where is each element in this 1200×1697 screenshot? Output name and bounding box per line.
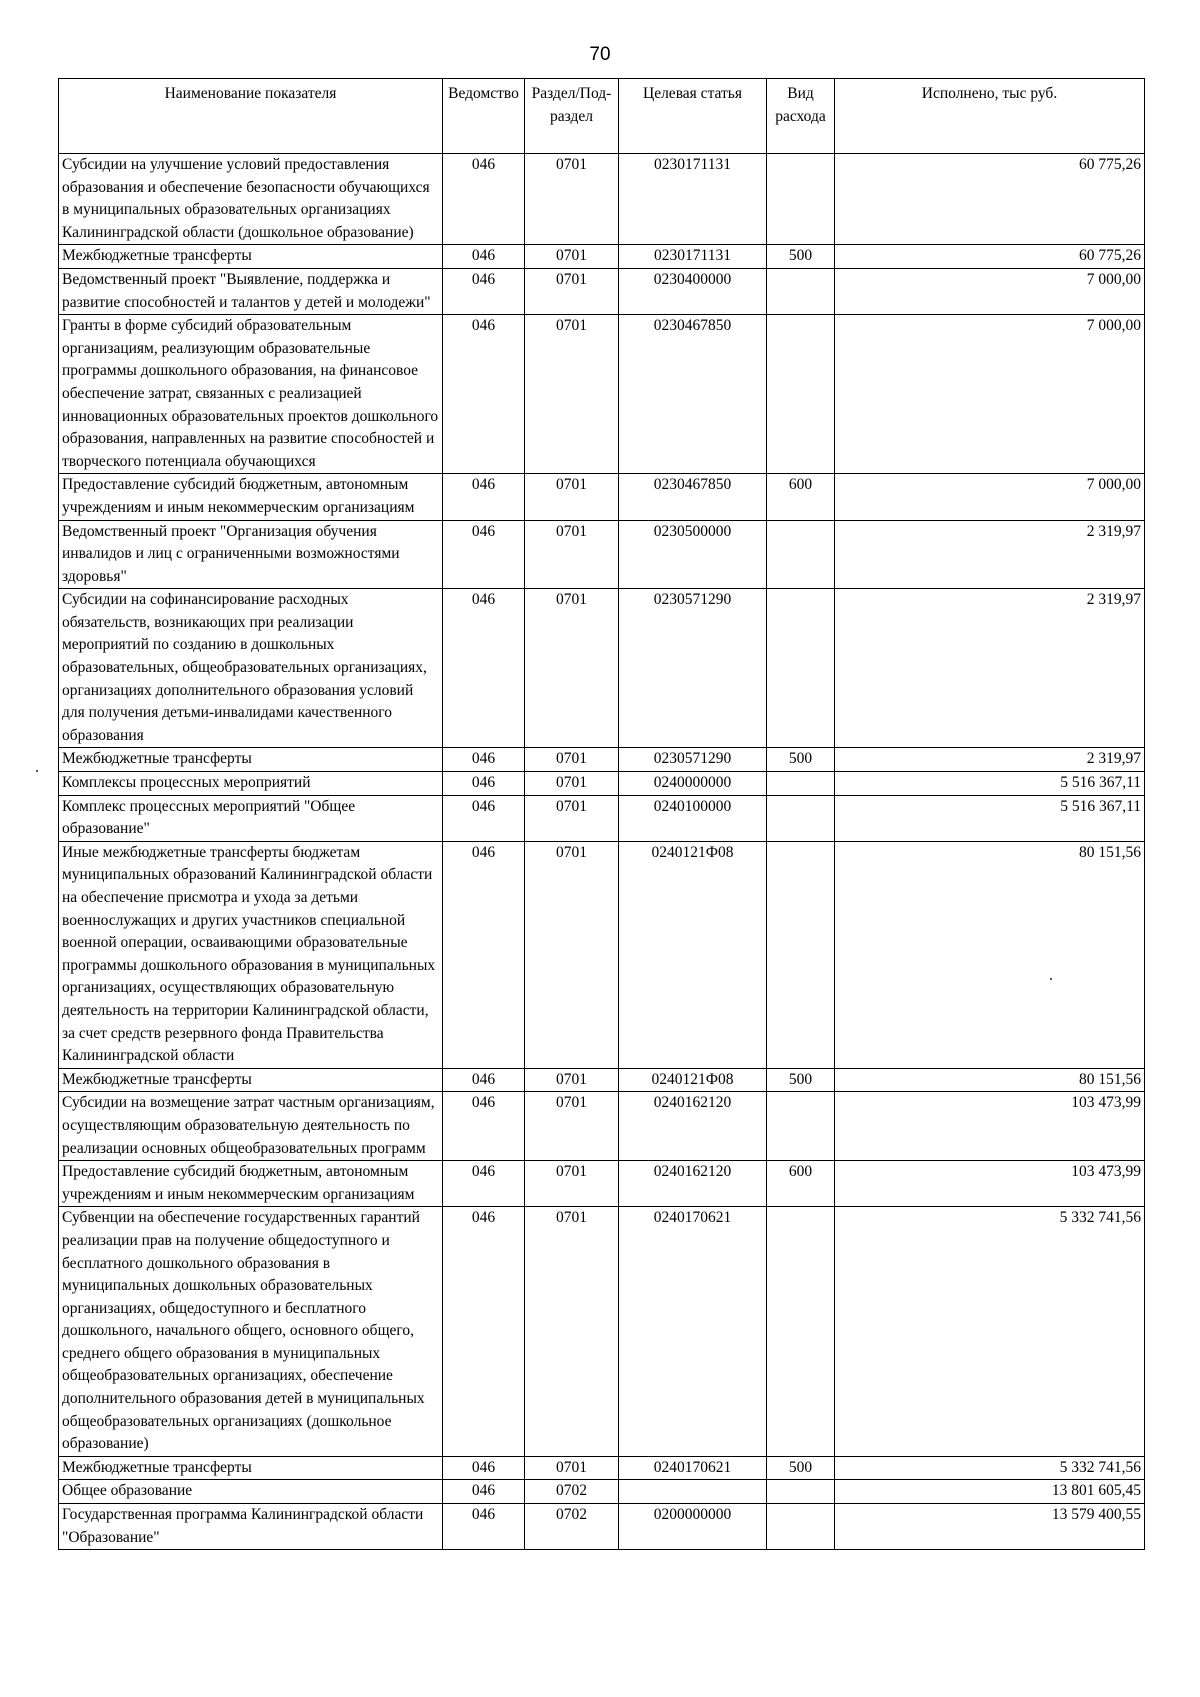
row-target-article: 0240162120: [619, 1092, 767, 1161]
row-executed-amount: 5 332 741,56: [835, 1456, 1145, 1480]
table-row: [59, 520, 1145, 589]
row-department: 046: [443, 520, 525, 589]
row-name: Общее образование: [59, 1480, 443, 1504]
table-row: [59, 795, 1145, 841]
table-row: [59, 1092, 1145, 1161]
row-expense-type: [767, 154, 835, 245]
row-executed-amount: 13 579 400,55: [835, 1504, 1145, 1550]
row-department: 046: [443, 748, 525, 772]
header-executed: Исполнено, тыс руб.: [835, 79, 1145, 154]
table-row: [59, 154, 1145, 245]
row-target-article: 0200000000: [619, 1504, 767, 1550]
row-expense-type: 600: [767, 474, 835, 520]
row-section: 0701: [525, 772, 619, 796]
row-executed-amount: 7 000,00: [835, 315, 1145, 474]
row-department: 046: [443, 1161, 525, 1207]
row-name: Ведомственный проект "Организация обучения инвалидов и лиц с ограниченными возможностями здоровья": [59, 520, 443, 589]
row-section: 0701: [525, 1068, 619, 1092]
row-target-article: 0230467850: [619, 474, 767, 520]
row-name: Предоставление субсидий бюджетным, автономным учреждениям и иным некоммерческим организациям: [59, 474, 443, 520]
row-expense-type: 500: [767, 748, 835, 772]
row-section: 0701: [525, 795, 619, 841]
row-section: 0701: [525, 315, 619, 474]
row-section: 0701: [525, 589, 619, 748]
row-target-article: 0240162120: [619, 1161, 767, 1207]
table-row: [59, 841, 1145, 1068]
row-target-article: 0240170621: [619, 1207, 767, 1457]
row-department: 046: [443, 1068, 525, 1092]
table-row: [59, 1504, 1145, 1550]
row-section: 0701: [525, 1161, 619, 1207]
row-name: Иные межбюджетные трансферты бюджетам муниципальных образований Калининградской области на обеспечение присмотра и ухода за детьми военнослужащих и других участников специальной военной операции, осваивающими образовательные программы дошкольного образования в муниципальных организациях, осуществляющих образовательную деятельность на территории Калининградской области, за счет средств резервного фонда Правительства Калининградской области: [59, 841, 443, 1068]
table-row: [59, 1207, 1145, 1457]
row-section: 0702: [525, 1480, 619, 1504]
row-expense-type: [767, 268, 835, 314]
row-target-article: 0240100000: [619, 795, 767, 841]
row-department: 046: [443, 1092, 525, 1161]
row-expense-type: [767, 1207, 835, 1457]
row-expense-type: [767, 772, 835, 796]
row-executed-amount: 5 332 741,56: [835, 1207, 1145, 1457]
row-department: 046: [443, 841, 525, 1068]
row-expense-type: [767, 1504, 835, 1550]
header-department: Ведомство: [443, 79, 525, 154]
row-expense-type: [767, 589, 835, 748]
header-target-article: Целевая статья: [619, 79, 767, 154]
row-name: Комплекс процессных мероприятий "Общее образование": [59, 795, 443, 841]
row-name: Гранты в форме субсидий образовательным организациям, реализующим образовательные программы дошкольного образования, на финансовое обеспечение затрат, связанных с реализацией инновационных образовательных проектов дошкольного образования, направленных на развитие способностей и творческого потенциала обучающихся: [59, 315, 443, 474]
row-section: 0701: [525, 268, 619, 314]
budget-table: [58, 78, 1145, 1550]
table-row: [59, 772, 1145, 796]
table-row: [59, 474, 1145, 520]
row-name: Межбюджетные трансферты: [59, 1068, 443, 1092]
row-name: Государственная программа Калининградской области "Образование": [59, 1504, 443, 1550]
row-name: Межбюджетные трансферты: [59, 748, 443, 772]
row-department: 046: [443, 589, 525, 748]
row-expense-type: [767, 795, 835, 841]
row-department: 046: [443, 1480, 525, 1504]
page-number: 70: [589, 44, 611, 65]
row-department: 046: [443, 245, 525, 269]
table-header-row: [59, 79, 1145, 154]
row-department: 046: [443, 474, 525, 520]
row-department: 046: [443, 154, 525, 245]
row-section: 0701: [525, 154, 619, 245]
row-department: 046: [443, 795, 525, 841]
row-target-article: 0240121Ф08: [619, 841, 767, 1068]
row-executed-amount: 103 473,99: [835, 1092, 1145, 1161]
row-name: Межбюджетные трансферты: [59, 245, 443, 269]
row-section: 0701: [525, 1456, 619, 1480]
row-target-article: [619, 1480, 767, 1504]
row-target-article: 0230171131: [619, 154, 767, 245]
row-department: 046: [443, 1456, 525, 1480]
row-target-article: 0230500000: [619, 520, 767, 589]
table-row: [59, 315, 1145, 474]
row-department: 046: [443, 315, 525, 474]
row-target-article: 0240000000: [619, 772, 767, 796]
row-department: 046: [443, 1207, 525, 1457]
header-section: Раздел/Под-раздел: [525, 79, 619, 154]
row-target-article: 0230171131: [619, 245, 767, 269]
row-name: Комплексы процессных мероприятий: [59, 772, 443, 796]
row-target-article: 0230400000: [619, 268, 767, 314]
table-row: [59, 1161, 1145, 1207]
row-name: Предоставление субсидий бюджетным, автономным учреждениям и иным некоммерческим организациям: [59, 1161, 443, 1207]
table-row: [59, 589, 1145, 748]
row-section: 0701: [525, 841, 619, 1068]
header-name: Наименование показателя: [59, 79, 443, 154]
row-executed-amount: 80 151,56: [835, 1068, 1145, 1092]
row-section: 0701: [525, 1092, 619, 1161]
row-executed-amount: 5 516 367,11: [835, 772, 1145, 796]
row-executed-amount: 2 319,97: [835, 589, 1145, 748]
row-name: Межбюджетные трансферты: [59, 1456, 443, 1480]
row-expense-type: 500: [767, 1068, 835, 1092]
row-name: Субсидии на софинансирование расходных обязательств, возникающих при реализации мероприятий по созданию в дошкольных образовательных, общеобразовательных организациях, организациях дополнительного образования условий для получения детьми-инвалидами качественного образования: [59, 589, 443, 748]
row-section: 0701: [525, 474, 619, 520]
row-department: 046: [443, 1504, 525, 1550]
row-expense-type: [767, 315, 835, 474]
row-expense-type: [767, 841, 835, 1068]
scan-speck: [1050, 978, 1052, 980]
row-executed-amount: 60 775,26: [835, 245, 1145, 269]
row-section: 0701: [525, 1207, 619, 1457]
row-target-article: 0240170621: [619, 1456, 767, 1480]
row-expense-type: [767, 1092, 835, 1161]
row-expense-type: 500: [767, 1456, 835, 1480]
row-section: 0701: [525, 245, 619, 269]
row-department: 046: [443, 268, 525, 314]
row-executed-amount: 7 000,00: [835, 268, 1145, 314]
row-executed-amount: 7 000,00: [835, 474, 1145, 520]
row-section: 0701: [525, 748, 619, 772]
row-name: Субсидии на улучшение условий предоставления образования и обеспечение безопасности обучающихся в муниципальных образовательных организациях Калининградской области (дошкольное образование): [59, 154, 443, 245]
scan-speck: [36, 770, 38, 772]
row-name: Субсидии на возмещение затрат частным организациям, осуществляющим образовательную деятельность по реализации основных общеобразовательных программ: [59, 1092, 443, 1161]
row-executed-amount: 103 473,99: [835, 1161, 1145, 1207]
table-row: [59, 1456, 1145, 1480]
table-row: [59, 1480, 1145, 1504]
row-target-article: 0230467850: [619, 315, 767, 474]
row-target-article: 0230571290: [619, 748, 767, 772]
row-expense-type: 500: [767, 245, 835, 269]
row-section: 0701: [525, 520, 619, 589]
table-row: [59, 245, 1145, 269]
header-expense-type: Вид расхода: [767, 79, 835, 154]
row-executed-amount: 80 151,56: [835, 841, 1145, 1068]
table-row: [59, 748, 1145, 772]
row-executed-amount: 13 801 605,45: [835, 1480, 1145, 1504]
row-executed-amount: 60 775,26: [835, 154, 1145, 245]
row-section: 0702: [525, 1504, 619, 1550]
table-row: [59, 268, 1145, 314]
row-name: Ведомственный проект "Выявление, поддержка и развитие способностей и талантов у детей и молодежи": [59, 268, 443, 314]
row-name: Субвенции на обеспечение государственных гарантий реализации прав на получение общедоступного и бесплатного дошкольного образования в муниципальных дошкольных образовательных организациях, общедоступного и бесплатного дошкольного, начального общего, основного общего, среднего общего образования в муниципальных общеобразовательных организациях, обеспечение дополнительного образования детей в муниципальных общеобразовательных организациях (дошкольное образование): [59, 1207, 443, 1457]
row-executed-amount: 5 516 367,11: [835, 795, 1145, 841]
row-department: 046: [443, 772, 525, 796]
row-executed-amount: 2 319,97: [835, 520, 1145, 589]
row-executed-amount: 2 319,97: [835, 748, 1145, 772]
row-target-article: 0230571290: [619, 589, 767, 748]
row-expense-type: [767, 1480, 835, 1504]
row-expense-type: 600: [767, 1161, 835, 1207]
row-expense-type: [767, 520, 835, 589]
table-row: [59, 1068, 1145, 1092]
row-target-article: 0240121Ф08: [619, 1068, 767, 1092]
